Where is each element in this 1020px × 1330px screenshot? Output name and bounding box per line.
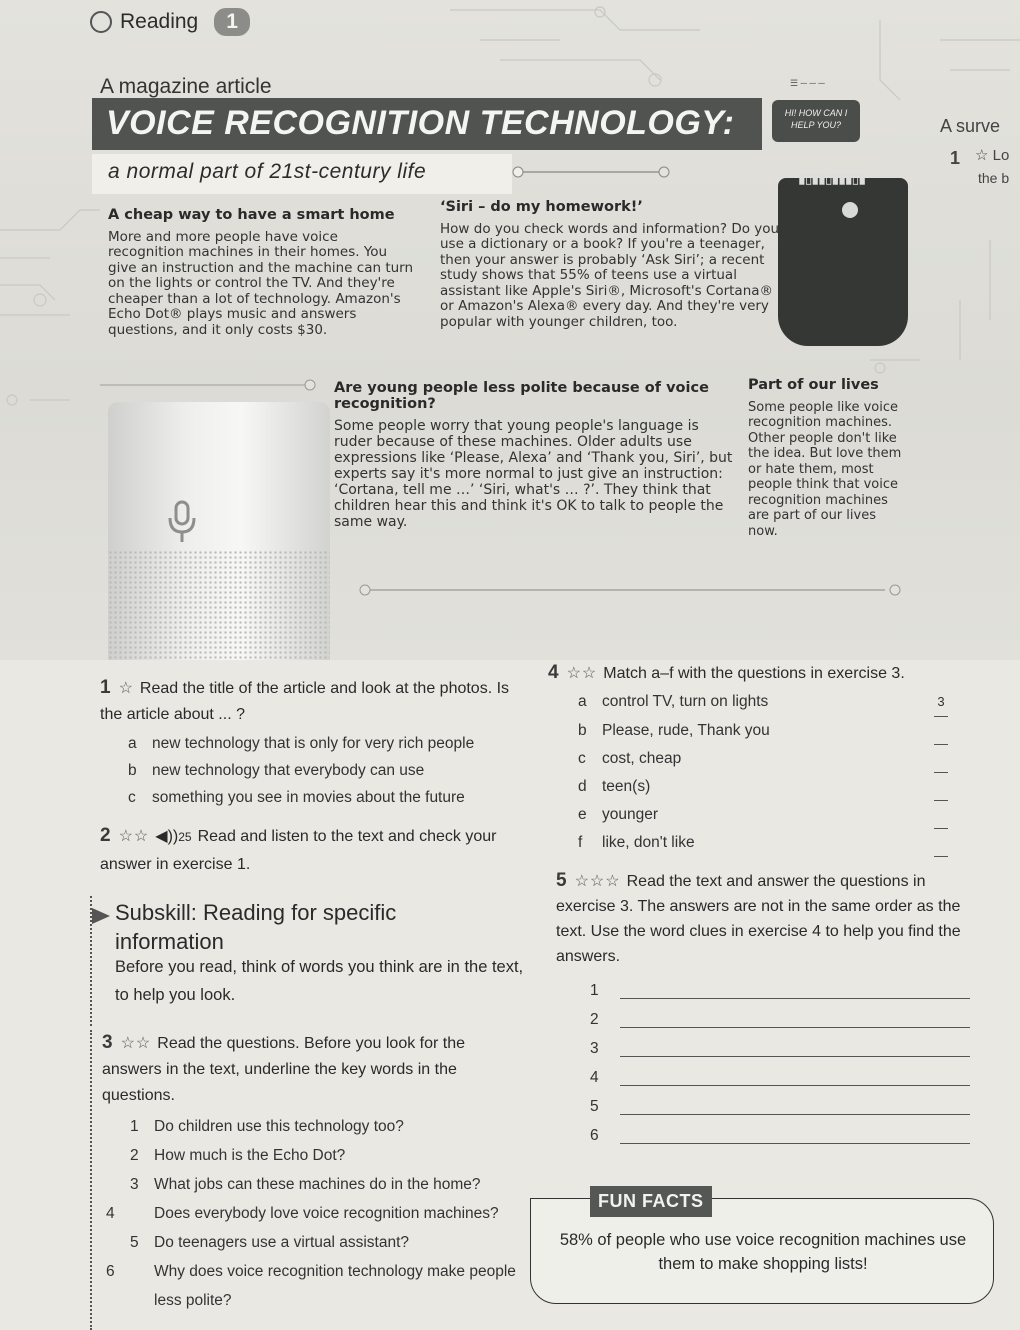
option-text: new technology that everybody can use bbox=[152, 762, 425, 779]
option-letter: b bbox=[128, 762, 137, 779]
option-item[interactable] bbox=[128, 757, 548, 784]
smart-speaker-photo bbox=[108, 402, 330, 660]
question-text: Do teenagers use a virtual assistant? bbox=[154, 1234, 410, 1251]
question-text: What jobs can these machines do in the home? bbox=[154, 1176, 481, 1193]
item-text: Please, rude, Thank you bbox=[602, 722, 770, 739]
exercise-4-prompt bbox=[548, 662, 998, 685]
block-heading: ‘Siri – do my homework!’ bbox=[440, 199, 643, 215]
option-letter: a bbox=[128, 735, 137, 752]
star-icon: ☆ bbox=[118, 680, 134, 697]
answer-row bbox=[590, 1092, 970, 1121]
option-text: something you see in movies about the future bbox=[152, 789, 465, 806]
dotted-rail bbox=[90, 1030, 92, 1330]
question-number: 3 bbox=[130, 1176, 139, 1193]
exercise-number: 2 bbox=[100, 825, 111, 846]
answer-row bbox=[590, 1034, 970, 1063]
line-number: 5 bbox=[590, 1098, 599, 1115]
exercise-number: 4 bbox=[548, 662, 559, 683]
next-page-survey: A surve bbox=[940, 116, 1001, 136]
match-item bbox=[578, 801, 948, 829]
answer-line[interactable] bbox=[620, 1114, 970, 1115]
question-item bbox=[130, 1170, 540, 1199]
article-block-smart-home bbox=[108, 208, 418, 338]
question-item bbox=[130, 1228, 540, 1257]
question-text: Why does voice recognition technology make people less polite? bbox=[154, 1263, 516, 1309]
question-text: Do children use this technology too? bbox=[154, 1118, 404, 1135]
block-divider-left bbox=[100, 378, 320, 392]
match-item bbox=[578, 773, 948, 801]
article-subtitle-bar bbox=[92, 154, 512, 194]
exercise-2-prompt bbox=[100, 822, 520, 879]
speaker-icon[interactable]: ◀︎)) bbox=[155, 828, 179, 845]
exercise-1-prompt bbox=[100, 675, 530, 728]
article-block-siri bbox=[440, 200, 780, 330]
audio-track-number: 25 bbox=[178, 830, 192, 844]
next-page-item-num: 1 bbox=[950, 148, 961, 168]
subtitle-connector bbox=[512, 162, 672, 182]
match-item bbox=[578, 688, 948, 717]
article-subtitle: a normal part of 21st-century life bbox=[108, 160, 427, 183]
star-icon: ☆☆☆ bbox=[574, 873, 621, 890]
block-body: Some people like voice recognition machines. Other people don't like the idea. But love them or hate them, most people think that voice recognition machines are part of our lives now. bbox=[748, 399, 902, 539]
exercise-5-prompt bbox=[556, 868, 966, 969]
answer-line[interactable] bbox=[620, 1056, 970, 1057]
line-number: 3 bbox=[590, 1040, 599, 1057]
question-item bbox=[130, 1141, 540, 1170]
block-body: How do you check words and information? Do you use a dictionary or a book? If you're a teenager, then your answer is probably ‘Ask Siri’; a recent study shows that 55% of teens use a virtual assistant like Apple's Siri®, Microsoft's Cortana® or Amazon's Alexa® every day. And they're very popular with younger children, too. bbox=[440, 220, 780, 330]
item-letter: d bbox=[578, 778, 587, 795]
question-number: 1 bbox=[130, 1118, 139, 1135]
answer-field[interactable] bbox=[934, 717, 948, 745]
item-text: like, don't like bbox=[602, 834, 695, 851]
question-number: 4 bbox=[106, 1205, 115, 1222]
match-item bbox=[578, 829, 948, 857]
soundwave-icon: ▮▯▮▮▯▮▮▮▯▮ bbox=[798, 170, 866, 186]
option-text: new technology that is only for very rich people bbox=[152, 735, 475, 752]
item-text: control TV, turn on lights bbox=[602, 693, 769, 710]
answer-line[interactable] bbox=[620, 1027, 970, 1028]
answer-field[interactable] bbox=[934, 773, 948, 801]
exercise-number: 5 bbox=[556, 870, 567, 891]
exercise-5-answer-lines bbox=[590, 976, 970, 1150]
exercise-3-questions bbox=[106, 1112, 540, 1315]
article-block-lives bbox=[748, 378, 908, 539]
block-heading: Are young people less polite because of voice recognition? bbox=[334, 380, 709, 412]
block-heading: Part of our lives bbox=[748, 377, 879, 393]
question-item bbox=[130, 1112, 540, 1141]
answer-field[interactable] bbox=[934, 801, 948, 829]
exercise-number: 1 bbox=[100, 677, 111, 698]
answer-row bbox=[590, 1121, 970, 1150]
question-text: How much is the Echo Dot? bbox=[154, 1147, 346, 1164]
question-item bbox=[106, 1257, 540, 1315]
arrow-icon bbox=[92, 908, 110, 924]
line-number: 2 bbox=[590, 1011, 599, 1028]
exercise-3-prompt bbox=[102, 1030, 522, 1109]
microphone-icon bbox=[165, 500, 199, 544]
item-letter: b bbox=[578, 722, 587, 739]
question-number: 6 bbox=[106, 1263, 115, 1280]
fun-facts-label: FUN FACTS bbox=[590, 1186, 712, 1217]
prompt-text: Match a–f with the questions in exercise 3. bbox=[603, 665, 905, 682]
item-letter: a bbox=[578, 693, 587, 710]
exercise-number: 3 bbox=[102, 1032, 113, 1053]
star-icon: ☆☆ bbox=[120, 1035, 152, 1052]
answer-row bbox=[590, 976, 970, 1005]
next-page-item-text: ☆ Lo bbox=[975, 147, 1010, 164]
answer-row bbox=[590, 1005, 970, 1034]
section-header bbox=[90, 8, 250, 36]
answer-row bbox=[590, 1063, 970, 1092]
exercise-4-items bbox=[578, 688, 948, 857]
question-item bbox=[106, 1199, 540, 1228]
line-number: 4 bbox=[590, 1069, 599, 1086]
answer-field[interactable] bbox=[934, 745, 948, 773]
prompt-text: Read the questions. Before you look for the answers in the text, underline the key words in the questions. bbox=[102, 1035, 466, 1104]
question-number: 5 bbox=[130, 1234, 139, 1251]
phone-speech-bubble: HI! HOW CAN I HELP YOU? bbox=[772, 100, 860, 142]
answer-line[interactable] bbox=[620, 1143, 970, 1144]
prompt-text: Read the title of the article and look at the photos. Is the article about ... ? bbox=[100, 680, 510, 723]
answer-line[interactable] bbox=[620, 998, 970, 999]
match-item bbox=[578, 717, 948, 745]
option-item[interactable] bbox=[128, 730, 548, 757]
circle-icon bbox=[90, 11, 112, 33]
prompt-text: Read the text and answer the questions in exercise 3. The answers are not in the same order as the text. Use the word clues in exercise 4 to help you find the answers. bbox=[556, 873, 961, 965]
star-icon: ☆☆ bbox=[566, 665, 598, 682]
subskill-body: Before you read, think of words you think are in the text, to help you look. bbox=[115, 958, 524, 1004]
exercise-1-options bbox=[128, 730, 548, 811]
menu-icon: ☰ ─ ─ ─ bbox=[790, 78, 825, 88]
answer-field[interactable]: 3 bbox=[934, 688, 948, 717]
question-number: 2 bbox=[130, 1147, 139, 1164]
option-letter: c bbox=[128, 789, 136, 806]
answer-field[interactable] bbox=[934, 829, 948, 857]
article-title: VOICE RECOGNITION TECHNOLOGY: bbox=[106, 104, 735, 142]
item-letter: c bbox=[578, 750, 586, 767]
article-kind-label: A magazine article bbox=[100, 75, 272, 98]
star-icon: ☆☆ bbox=[118, 828, 150, 845]
section-number: 1 bbox=[214, 8, 250, 36]
item-letter: f bbox=[578, 834, 583, 851]
microphone-icon bbox=[842, 202, 858, 218]
item-text: cost, cheap bbox=[602, 750, 682, 767]
block-heading: A cheap way to have a smart home bbox=[108, 207, 395, 223]
speaker-grill bbox=[108, 550, 330, 660]
block-divider-bottom bbox=[355, 580, 915, 600]
prompt-text: Read and listen to the text and check your answer in exercise 1. bbox=[100, 828, 497, 873]
phone-photo bbox=[778, 170, 908, 346]
section-label: Reading bbox=[120, 10, 199, 33]
article-title-bar bbox=[92, 98, 762, 150]
answer-line[interactable] bbox=[620, 1085, 970, 1086]
block-body: More and more people have voice recognition machines in their homes. You give an instruction and the machine can turn on the lights or control the TV. And they're cheaper than a lot of technology. Amazon's Echo Dot® plays music and answers questions, and it only costs $30. bbox=[108, 228, 414, 338]
item-letter: e bbox=[578, 806, 587, 823]
article-block-polite bbox=[334, 380, 734, 530]
fun-facts-text: 58% of people who use voice recognition machines use them to make shopping lists! bbox=[559, 1231, 967, 1273]
next-page-item-text2: the b bbox=[978, 170, 1010, 186]
line-number: 1 bbox=[590, 982, 599, 999]
item-text: teen(s) bbox=[602, 778, 651, 795]
line-number: 6 bbox=[590, 1127, 599, 1144]
question-text: Does everybody love voice recognition machines? bbox=[154, 1205, 499, 1222]
option-item[interactable] bbox=[128, 784, 548, 811]
item-text: younger bbox=[602, 806, 659, 823]
block-body: Some people worry that young people's language is ruder because of these machines. Older adults use expressions like ‘Please, Alexa’ and ‘Thank you, Siri’, but experts say it's more normal to just give an instruction: ‘Cortana, tell me …’ ‘Siri, what's … ?’. They think that children hear this and think it's OK to talk to people the same way. bbox=[334, 418, 733, 530]
subskill-title: Subskill: Reading for specific information bbox=[115, 900, 397, 954]
match-item bbox=[578, 745, 948, 773]
